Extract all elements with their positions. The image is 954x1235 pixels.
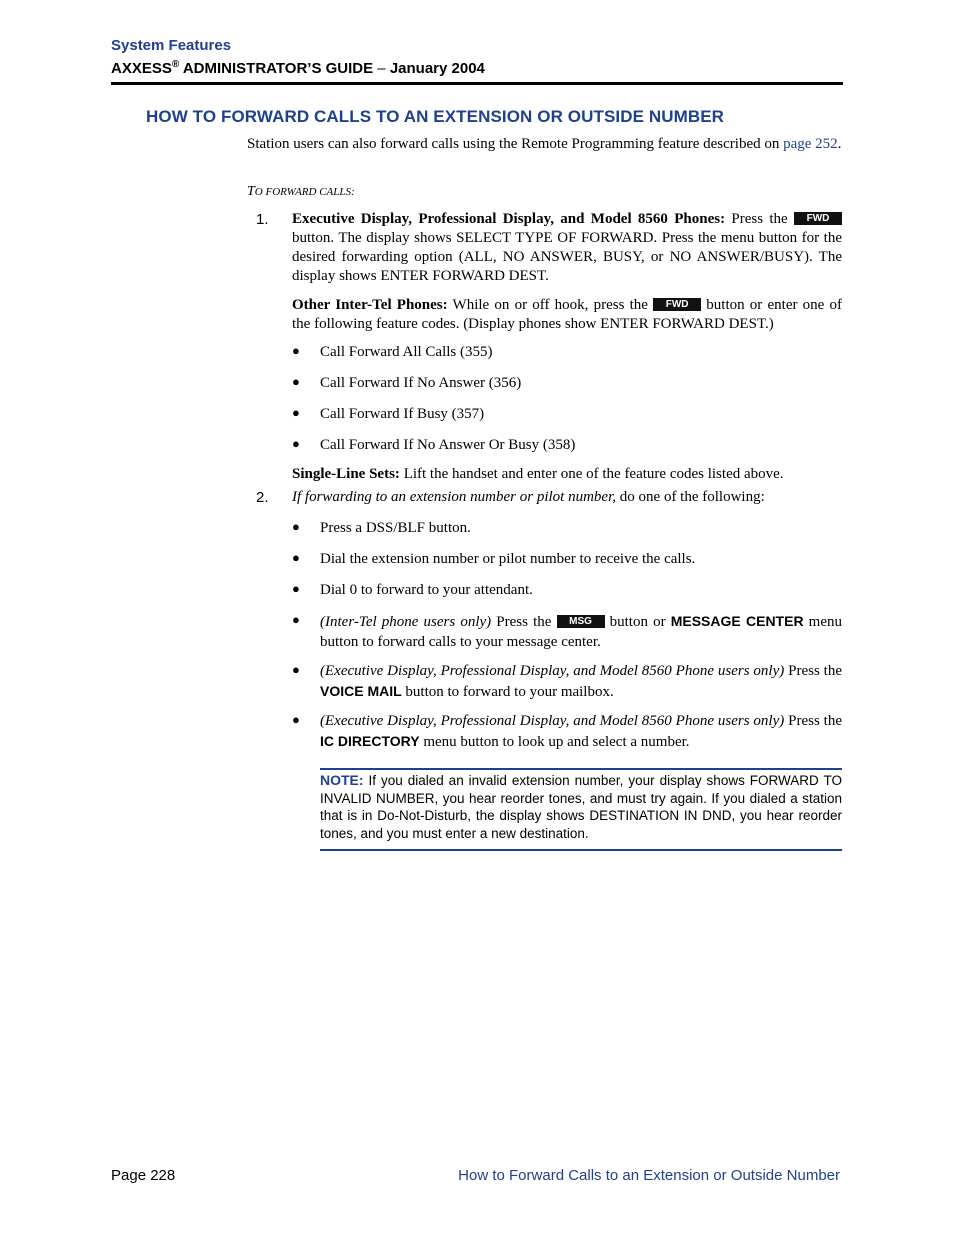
step-1-text bbox=[292, 210, 842, 286]
note-text: If you dialed an invalid extension number, your display shows FORWARD TO INVALID NUMBER, you hear reorder tones, and must try again. If you dialed a station that is in Do-Not-Disturb, the display shows DESTINATION IN DND, you hear reorder tones, and you must enter a new destination. bbox=[320, 773, 842, 841]
list-item bbox=[320, 711, 842, 752]
fwd-key: FWD bbox=[794, 212, 842, 225]
item4-italic: (Inter-Tel phone users only) bbox=[320, 614, 492, 630]
other-phones-text bbox=[292, 296, 842, 334]
page-number: Page 228 bbox=[111, 1167, 176, 1184]
note-rule-top bbox=[320, 768, 842, 770]
fwd-key-2: FWD bbox=[653, 298, 701, 311]
guide-title bbox=[111, 59, 485, 77]
step-2-italic: If forwarding to an extension number or pilot number, bbox=[292, 489, 617, 505]
bullet-dot: ● bbox=[292, 343, 300, 358]
list-item bbox=[320, 611, 842, 652]
step-2-text bbox=[292, 488, 842, 507]
guide-brand: AXXESS bbox=[111, 60, 172, 77]
item6-text-b: menu button to look up and select a number. bbox=[419, 734, 690, 750]
list-item: Call Forward All Calls (355) bbox=[320, 344, 493, 360]
note-label: NOTE: bbox=[320, 772, 364, 788]
other-phones-bold: Other Inter-Tel Phones: bbox=[292, 297, 448, 313]
single-line-bold: Single-Line Sets: bbox=[292, 466, 400, 482]
intro-end: . bbox=[837, 136, 842, 152]
list-item: Call Forward If No Answer Or Busy (358) bbox=[320, 437, 576, 453]
bullet-dot: ● bbox=[292, 712, 300, 727]
footer-topic: How to Forward Calls to an Extension or Outside Number bbox=[458, 1167, 840, 1184]
msg-key: MSG bbox=[557, 615, 605, 628]
step-1-text-b: button. The display shows SELECT TYPE OF FORWARD. Press the menu button for the desired forwarding option (ALL, NO ANSWER, BUSY, or NO ANSWER/BUSY). The display shows ENTER FORWARD DEST. bbox=[292, 230, 842, 284]
other-phones-text-a: While on or off hook, press the bbox=[447, 297, 654, 313]
message-center-label: MESSAGE CENTER bbox=[670, 613, 804, 629]
guide-name: ADMINISTRATOR’S GUIDE bbox=[179, 60, 374, 77]
bullet-dot: ● bbox=[292, 550, 300, 565]
step-1-number: 1. bbox=[256, 211, 269, 228]
bullet-dot: ● bbox=[292, 612, 300, 627]
item6-italic: (Executive Display, Professional Display, and Model 8560 Phone users only) bbox=[320, 713, 785, 729]
list-item bbox=[320, 661, 842, 702]
note-rule-bottom bbox=[320, 849, 842, 851]
procedure-label-initial: T bbox=[247, 184, 255, 199]
guide-date: January 2004 bbox=[389, 60, 485, 77]
voice-mail-label: VOICE MAIL bbox=[320, 683, 402, 699]
list-item: Dial the extension number or pilot number to receive the calls. bbox=[320, 551, 696, 567]
list-item: Dial 0 to forward to your attendant. bbox=[320, 582, 533, 598]
list-item: Call Forward If No Answer (356) bbox=[320, 375, 522, 391]
item5-italic: (Executive Display, Professional Display, and Model 8560 Phone users only) bbox=[320, 663, 785, 679]
step-2-number: 2. bbox=[256, 489, 269, 506]
procedure-label-rest: O FORWARD CALLS: bbox=[254, 186, 355, 198]
item5-text-b: button to forward to your mailbox. bbox=[401, 684, 614, 700]
bullet-dot: ● bbox=[292, 662, 300, 677]
ic-directory-label: IC DIRECTORY bbox=[320, 733, 420, 749]
bullet-dot: ● bbox=[292, 581, 300, 596]
bullet-dot: ● bbox=[292, 374, 300, 389]
single-line-text bbox=[292, 465, 842, 484]
bullet-dot: ● bbox=[292, 405, 300, 420]
item4-text-c: menu button to forward calls to your message center. bbox=[320, 614, 843, 650]
bullet-dot: ● bbox=[292, 436, 300, 451]
item4-text-a: Press the bbox=[491, 614, 557, 630]
step-2-rest: do one of the following: bbox=[616, 489, 765, 505]
page-title: HOW TO FORWARD CALLS TO AN EXTENSION OR OUTSIDE NUMBER bbox=[146, 107, 725, 126]
item4-text-b: button or bbox=[604, 614, 671, 630]
procedure-label bbox=[247, 184, 355, 200]
guide-dash: – bbox=[373, 60, 390, 77]
other-phones-text-b: button or enter one of the following feature codes. (Display phones show ENTER FORWARD DEST.) bbox=[292, 297, 842, 332]
step-1-bold: Executive Display, Professional Display, and Model 8560 Phones: bbox=[292, 211, 726, 227]
list-item: Call Forward If Busy (357) bbox=[320, 406, 485, 422]
header-rule bbox=[111, 82, 843, 85]
registered-mark: ® bbox=[171, 59, 180, 70]
note-box bbox=[320, 772, 842, 842]
item5-text-a: Press the bbox=[784, 663, 842, 679]
step-1-text-a: Press the bbox=[725, 211, 794, 227]
intro-paragraph bbox=[247, 135, 842, 154]
section-header: System Features bbox=[111, 37, 232, 54]
list-item: Press a DSS/BLF button. bbox=[320, 520, 471, 536]
intro-text: Station users can also forward calls using the Remote Programming feature described on bbox=[247, 136, 784, 152]
bullet-dot: ● bbox=[292, 519, 300, 534]
page-link[interactable]: page 252 bbox=[783, 136, 838, 152]
single-line-rest: Lift the handset and enter one of the feature codes listed above. bbox=[399, 466, 784, 482]
item6-text-a: Press the bbox=[784, 713, 842, 729]
